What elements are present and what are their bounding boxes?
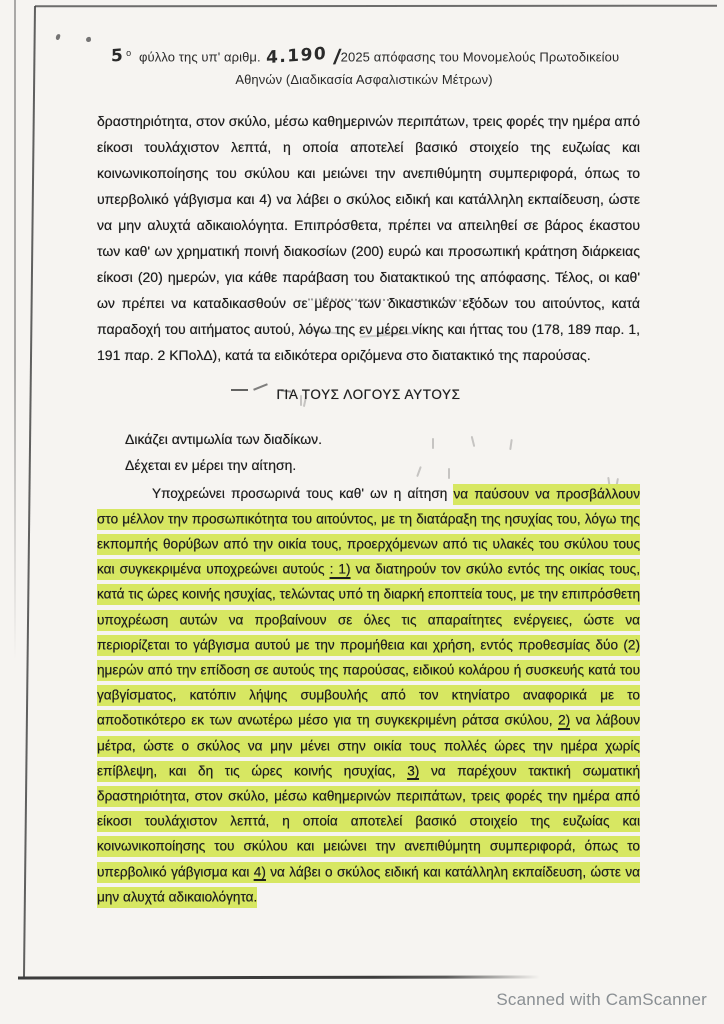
ink-speck [55, 34, 60, 41]
document-header [90, 42, 638, 91]
section-heading: ΓΙΑ ΤΟΥΣ ΛΟΓΟΥΣ ΑΥΤΟΥΣ [276, 387, 461, 402]
camscanner-watermark: Scanned with CamScanner [496, 990, 707, 1009]
scan-edge-thin-line [14, 0, 16, 660]
highlighted-text: να διατηρούν τον σκύλο εντός της οικίας τους, κατά τις ώρες κοινής ησυχίας, τελώντας υπό τη διαρκή εποπτεία τους, με την επιπρόσθετη υποχρέωση αυτών να προβαίνουν σε όλες τις απαραίτητες ενέργειες, ώστε να περιορίζεται το γάβγισμα αυτού με την προμήθεια και χρήση, εντός προθεσμίας δύο (2) ημερών από την επίδοση σε αυτούς της παρούσας, ειδικού κολάρου ή συσκευής κατά του γαβγίσματος, κατόπιν λήψης συμβουλής από τον κτηνίατρο αναφορικά με το αποδοτικότερο εκ των ανωτέρω μέσο για τη συγκεκριμένη ράτσα σκύλου, [97, 559, 640, 731]
highlighted-text: να παύσουν να προσβάλλουν στο μέλλον την προσωπικότητα του αιτούντος, με τη διατάραξη της ησυχίας του, λόγω της εκπομπής θορύβων από την οικία τους, προερχόμενων από τις υλακές του σκύλου τους και συγκεκριμένα υποχρεώνει αυτούς [97, 484, 640, 581]
ruling-line-2: Δέχεται εν μέρει την αίτηση. [125, 457, 297, 473]
highlighted-underlined-item-1: : 1) [330, 559, 351, 580]
ruling-lines [97, 426, 640, 478]
scan-frame-top-line [35, 5, 717, 8]
ordinal-suffix: ο [126, 48, 132, 58]
header-line-1 [90, 42, 638, 69]
scan-frame-left-line [23, 6, 36, 978]
handwritten-page-number: 5 [110, 45, 125, 67]
paragraph-operative-highlighted [97, 481, 640, 909]
header-label: φύλλο της υπ' αριθμ. [139, 49, 261, 65]
highlighted-text: να παρέχουν τακτική σωματική δραστηριότητα, στον σκύλο, μέσω καθημερινών περιπάτων, τρεις φορές την ημέρα από είκοσι τουλάχιστον λεπτά, η οποία αποτελεί βασικό στοιχείο της ευζωίας και κοινωνικοποίησης του σκύλου και μειώνει την ανεπιθύμητη συμπεριφορά, όπως το υπερβολικό γάβγισμα και [97, 761, 640, 883]
header-year-court: 2025 απόφασης του Μονομελούς Πρωτοδικείου [340, 49, 620, 65]
text-segment: Υποχρεώνει προσωρινά τους καθ' ων η αίτηση [152, 486, 454, 501]
paragraph-penalties-costs: δραστηριότητα, στον σκύλο, μέσω καθημερινών περιπάτων, τρεις φορές την ημέρα από είκοσι τουλάχιστον λεπτά, η οποία αποτελεί βασικό στοιχείο της ευζωίας και κοινωνικοποίησης του σκύλου και μειώνει την ανεπιθύμητη συμπεριφορά, όπως το υπερβολικό γάβγισμα και 4) να λάβει ο σκύλος ειδική και κατάλληλη εκπαίδευση, ώστε να μην αλυχτά αδικαιολόγητα. Επιπρόσθετα, πρέπει να απειληθεί σε βάρος έκαστου των καθ' ων χρηματική ποινή διακοσίων (200) ευρώ και προσωπική κράτηση διάρκειας είκοσι (20) ημερών, για κάθε παράβαση του διατακτικού της απόφασης. Τέλος, οι καθ' ων πρέπει να καταδικασθούν σε μέρος των δικαστικών εξόδων του αιτούντος, κατά παραδοχή του αιτήματος αυτού, λόγω της εν μέρει νίκης και ήττας του (178, 189 παρ. 1, 191 παρ. 2 ΚΠολΔ), κατά τα ειδικότερα οριζόμενα στο διατακτικό της παρούσας. [97, 113, 640, 363]
scan-frame-bottom-line [18, 975, 540, 979]
highlighted-text: να λάβει ο σκύλος ειδική και κατάλληλη εκπαίδευση, ώστε να μην αλυχτά αδικαιολόγητα. [97, 862, 640, 908]
header-line-2: Αθηνών (Διαδικασία Ασφαλιστικών Μέτρων) [235, 72, 493, 88]
highlighted-underlined-item-4: 4) [254, 862, 266, 883]
highlighted-text: να λάβουν μέτρα, ώστε ο σκύλος να μην μένει στην οικία τους πολλές ώρες την ημέρα χωρίς επίβλεψη, και δη τις ώρες κοινής ησυχίας, [97, 710, 640, 781]
highlighted-underlined-item-3: 3) [407, 761, 419, 782]
highlighted-underlined-item-2: 2) [558, 710, 570, 731]
ruling-line-1: Δικάζει αντιμωλία των διαδίκων. [125, 431, 323, 447]
slash-mark: / [331, 46, 343, 70]
handwritten-decision-number: 4.190 [266, 44, 328, 69]
